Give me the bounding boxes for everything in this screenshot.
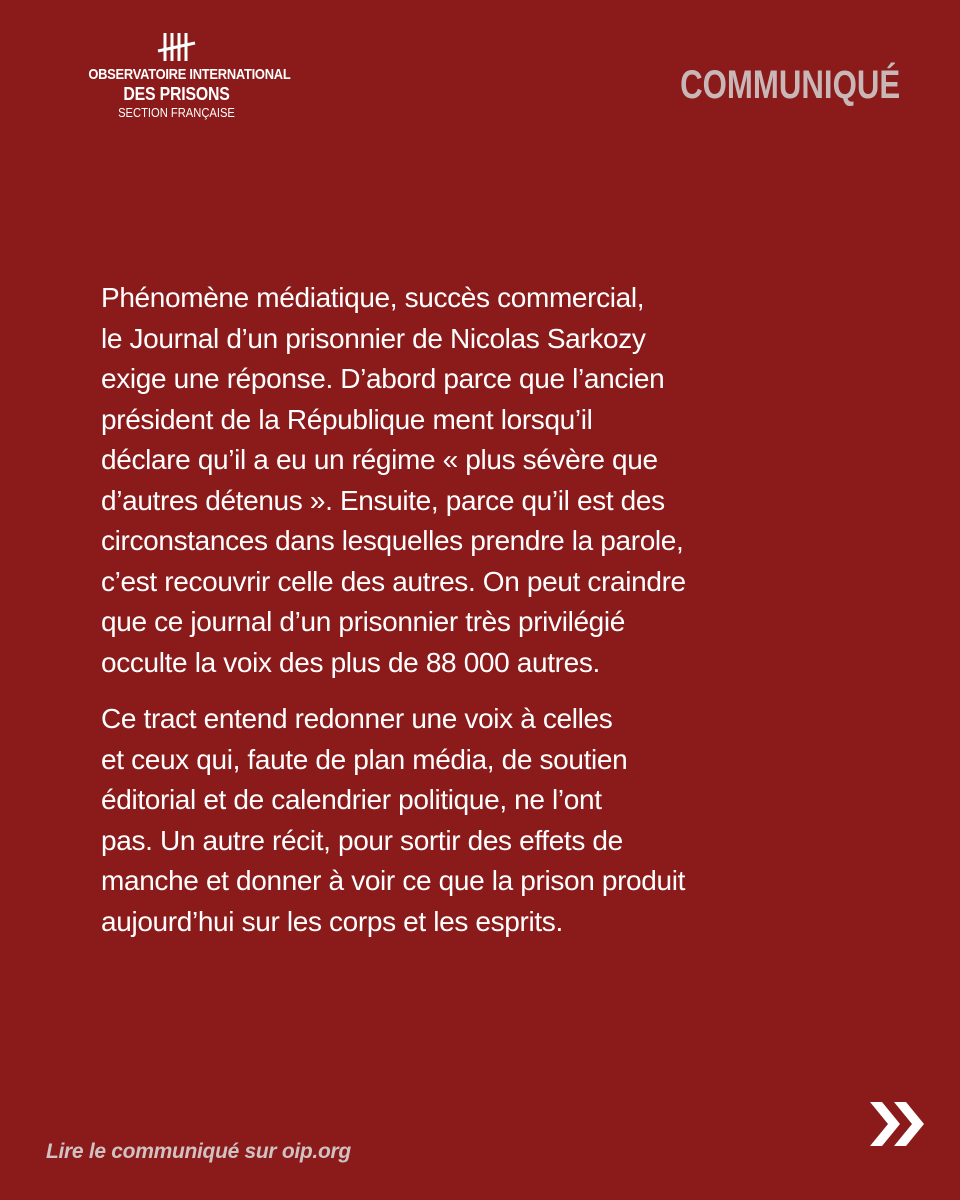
logo-subtitle: SECTION FRANÇAISE [118,105,235,120]
text-line: président de la République ment lorsqu’il [101,403,593,435]
double-chevron-right-icon[interactable] [868,1098,928,1150]
statement-paragraph-1 [101,278,871,683]
organization-logo [74,32,291,121]
read-statement-link[interactable]: Lire le communiqué sur oip.org [46,1140,351,1163]
text-line: et ceux qui, faute de plan média, de soutien [101,743,628,775]
statement-body [101,278,871,942]
tally-marks-icon [155,32,199,62]
text-line: occulte la voix des plus de 88 000 autres. [101,646,600,678]
text-line: déclare qu’il a eu un régime « plus sévère que [101,444,658,475]
text-line: que ce journal d’un prisonnier très privilégié [101,606,625,637]
text-line: éditorial et de calendrier politique, ne l’ont [101,784,602,815]
text-line: Phénomène médiatique, succès commercial, [101,282,645,313]
logo-title-line1: OBSERVATOIRE INTERNATIONAL [88,66,291,83]
logo-title-line2: DES PRISONS [123,84,230,104]
text-line: exige une réponse. D’abord parce que l’ancien [101,363,665,394]
text-line: pas. Un autre récit, pour sortir des effets de [101,824,623,856]
text-line: c’est recouvrir celle des autres. On peut craindre [101,565,686,597]
text-line: le Journal d’un prisonnier de Nicolas Sarkozy [101,322,646,354]
text-line: manche et donner à voir ce que la prison produit [101,865,686,896]
communique-label: COMMUNIQUÉ [679,63,900,107]
text-line: aujourd’hui sur les corps et les esprits. [101,905,563,937]
text-line: d’autres détenus ». Ensuite, parce qu’il est des [101,484,665,516]
statement-paragraph-2 [101,699,871,942]
text-line: circonstances dans lesquelles prendre la parole, [101,525,684,556]
text-line: Ce tract entend redonner une voix à celles [101,703,613,734]
